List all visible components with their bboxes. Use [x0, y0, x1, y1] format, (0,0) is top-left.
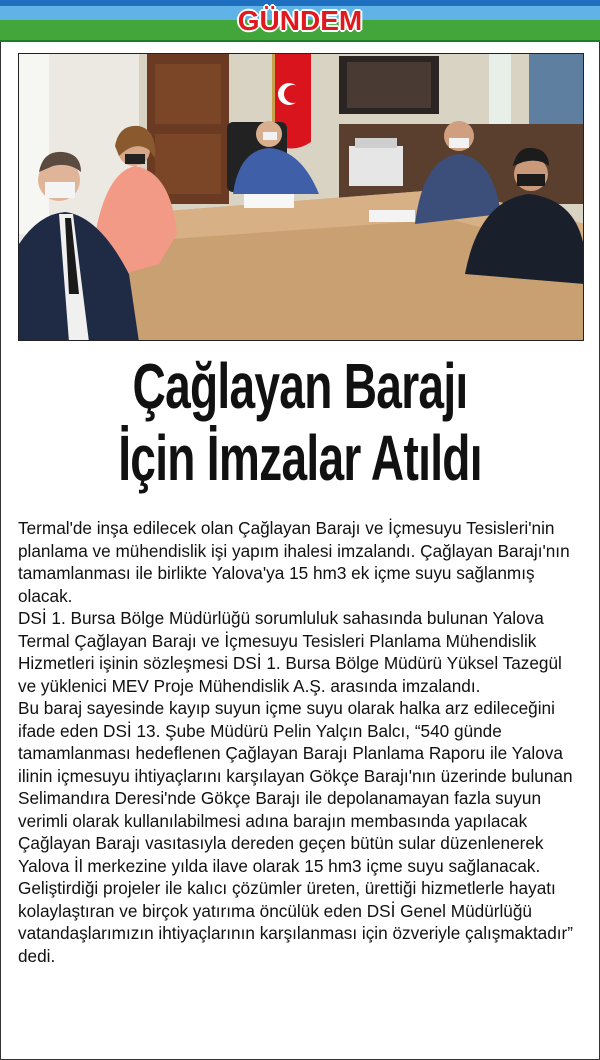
headline-line-1: Çağlayan Barajı — [132, 350, 468, 422]
headline-line-2: İçin İmzalar Atıldı — [118, 422, 482, 494]
headline — [84, 350, 516, 494]
article-paragraph: DSİ 1. Bursa Bölge Müdürlüğü sorumluluk sahasında bulunan Yalova Termal Çağlayan Barajı ve İçmesuyu Tesisleri Planlama Mühendislik Hizmetleri işinin sözleşmesi DSİ 1. Bursa Bölge Müdürü Yüksel Tazegül ve yüklenici MEV Proje Mühendislik A.Ş. arasında imzalandı. — [18, 608, 562, 696]
article-paragraph: Termal'de inşa edilecek olan Çağlayan Barajı ve İçmesuyu Tesisleri'nin planlama ve mühendislik işi yapım ihalesi imzalandı. Çağlayan Barajı'nın tamamlanması ile birlikte Yalova'ya 15 hm3 ek içme suyu sağlanmış olacak. — [18, 518, 570, 606]
article-body — [18, 517, 584, 967]
section-label: GÜNDEM — [237, 5, 363, 36]
news-photo — [18, 53, 584, 341]
article-paragraph: Bu baraj sayesinde kayıp suyun içme suyu olarak halka arz edileceğini ifade eden DSİ 13. Şube Müdürü Pelin Yalçın Balcı, “540 günde tamamlanması hedeflenen Çağlayan Barajı Planlama Raporu ile Yalova ilinin içmesuyu ihtiyaçlarını karşılayan Gökçe Barajı'nın üzerinde bulunan Selimandıra Deresi'nde Gökçe Barajı ile depolanamayan fazla suyun verimli olarak kullanılabilmesi adına barajın membasında yapılacak Çağlayan Barajı vasıtasıyla dereden geçen bütün sular düzenlenerek Yalova İl merkezine yılda ilave olarak 15 hm3 içme suyu sağlanacak. Geliştirdiği projeler ile kalıcı çözümler üreten, ürettiği hizmetlerle hayatı kolaylaştıran ve birçok yatırıma öncülük eden DSİ Genel Müdürlüğü vatandaşlarımızın ihtiyaçlarının karşılanması için özveriyle çalışmaktadır” dedi. — [18, 698, 573, 966]
section-banner — [0, 0, 600, 42]
